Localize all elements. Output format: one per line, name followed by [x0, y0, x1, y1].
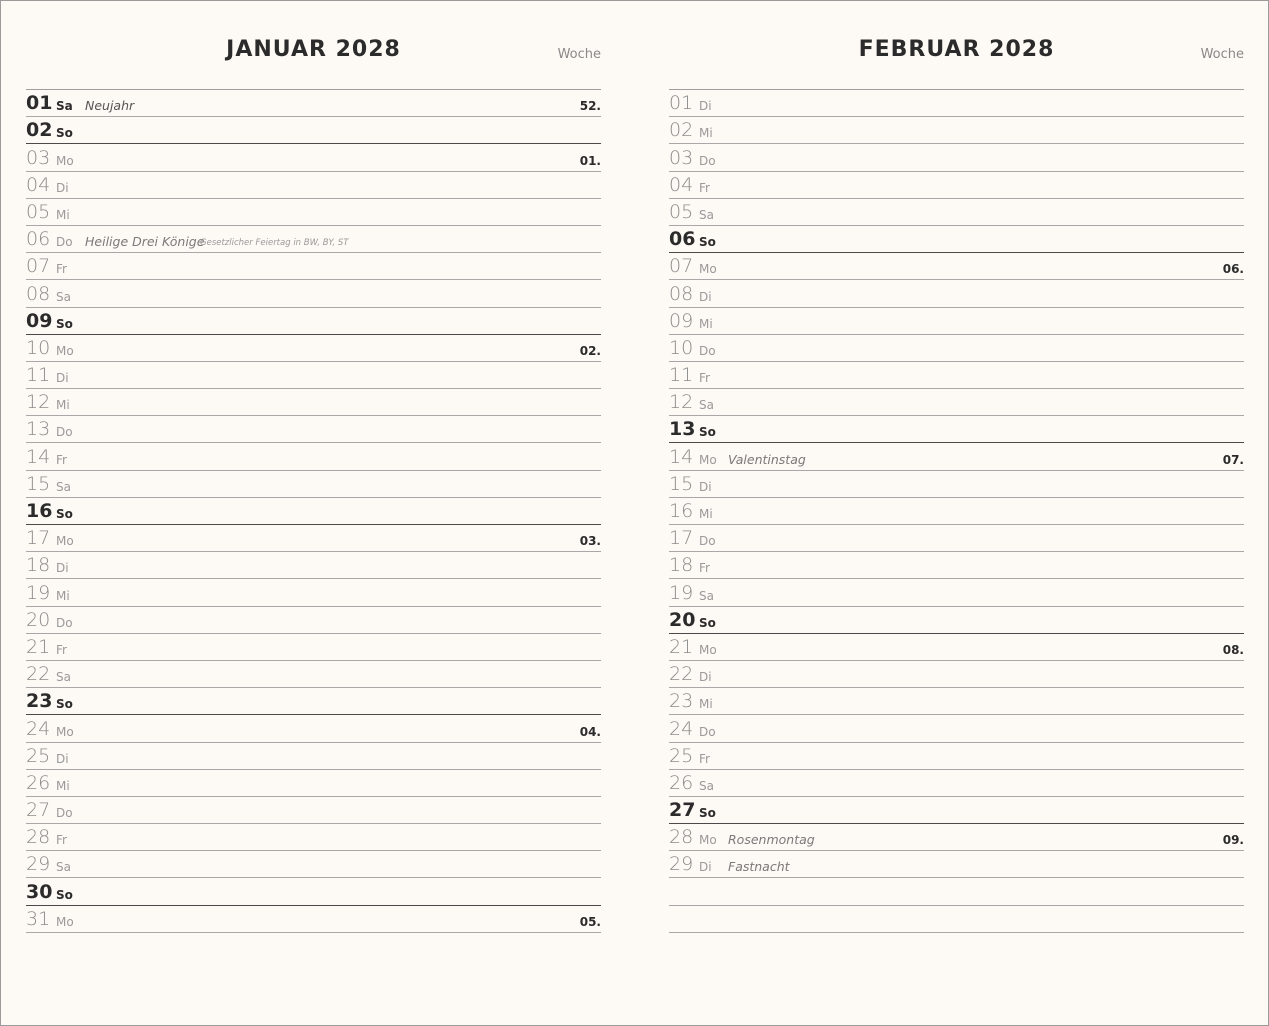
day-row: [669, 770, 1244, 797]
day-row: [26, 172, 601, 199]
day-number: 20: [669, 608, 696, 631]
day-row: [669, 607, 1244, 634]
weekday: Fr: [699, 180, 710, 195]
day-number: 30: [26, 880, 53, 903]
holiday-note: Gesetzlicher Feiertag in BW, BY, ST: [200, 238, 349, 249]
weekday: Sa: [699, 398, 714, 413]
weekday: Fr: [56, 833, 67, 848]
day-row: [26, 416, 601, 443]
weekday: Fr: [56, 262, 67, 277]
day-number: 17: [26, 527, 51, 550]
weekday: Di: [699, 289, 712, 304]
day-row: [669, 416, 1244, 443]
day-number: 18: [669, 554, 694, 577]
day-row: [26, 607, 601, 634]
day-number: 04: [669, 173, 694, 196]
day-row: [669, 280, 1244, 307]
day-row: [26, 634, 601, 661]
day-row: [26, 253, 601, 280]
weekday: Do: [56, 806, 73, 821]
day-number: 02: [26, 119, 53, 142]
weekday: Sa: [56, 289, 71, 304]
weekday: Sa: [56, 860, 71, 875]
weekday: So: [56, 126, 73, 141]
weekday: Mi: [56, 398, 70, 413]
day-number: 13: [669, 418, 696, 441]
weekday: Di: [699, 670, 712, 685]
day-row: [26, 661, 601, 688]
week-number: 08.: [1222, 642, 1244, 657]
day-number: 03: [26, 146, 51, 169]
day-row: [26, 144, 601, 171]
day-row: [26, 471, 601, 498]
day-row: [26, 579, 601, 606]
day-number: 13: [26, 418, 51, 441]
day-number: 07: [669, 255, 694, 278]
day-row: [669, 144, 1244, 171]
weekday: So: [699, 615, 716, 630]
day-row: [26, 389, 601, 416]
day-number: 18: [26, 554, 51, 577]
day-row: [669, 226, 1244, 253]
day-row: [26, 226, 601, 253]
week-number: 03.: [579, 534, 601, 549]
weekday: Di: [56, 180, 69, 195]
day-number: 03: [669, 146, 694, 169]
weekday: Do: [699, 343, 716, 358]
weekday: Mi: [699, 126, 713, 141]
day-number: 04: [26, 173, 51, 196]
day-number: 22: [669, 663, 694, 686]
day-row: [26, 552, 601, 579]
day-number: 09: [669, 309, 694, 332]
day-row: [26, 688, 601, 715]
holiday-name: Neujahr: [85, 98, 135, 114]
day-number: 16: [26, 500, 53, 522]
day-row: [669, 878, 1244, 905]
day-number: 05: [669, 200, 694, 223]
weekday: Mo: [699, 452, 717, 467]
weekday: Mi: [56, 588, 70, 603]
month-february: [669, 1, 1244, 1001]
day-row: [26, 90, 601, 117]
day-number: 15: [26, 472, 51, 495]
week-number: 01.: [579, 153, 601, 168]
weekday: So: [699, 425, 716, 440]
weekday: Mo: [699, 642, 717, 657]
day-row: [26, 878, 601, 905]
day-row: [669, 824, 1244, 851]
day-number: 25: [669, 744, 694, 767]
weekday: Fr: [699, 561, 710, 576]
day-number: 26: [669, 771, 694, 794]
day-row: [26, 525, 601, 552]
day-number: 25: [26, 744, 51, 767]
day-row: [669, 471, 1244, 498]
weekday: Mi: [699, 316, 713, 331]
weekday: Mi: [56, 778, 70, 793]
week-number: 04.: [579, 724, 601, 739]
day-row: [669, 851, 1244, 878]
weekday: Mi: [699, 697, 713, 712]
day-number: 29: [669, 853, 694, 876]
day-number: 14: [669, 445, 694, 468]
day-number: 21: [669, 635, 694, 658]
day-number: 26: [26, 771, 51, 794]
weekday: So: [56, 887, 73, 902]
weekday: Mo: [56, 724, 74, 739]
weekday: Sa: [699, 588, 714, 603]
day-number: 28: [26, 826, 51, 849]
day-row: [669, 661, 1244, 688]
day-row: [669, 117, 1244, 144]
weekday: So: [56, 316, 73, 331]
day-row: [26, 335, 601, 362]
day-row: [26, 770, 601, 797]
day-row: [26, 443, 601, 470]
day-number: 27: [669, 799, 696, 822]
weekday: Fr: [56, 452, 67, 467]
week-number: 52.: [579, 99, 601, 114]
day-number: 11: [26, 364, 51, 387]
day-number: 11: [669, 364, 694, 387]
day-row: [26, 743, 601, 770]
weekday: Di: [699, 479, 712, 494]
week-number: 02.: [579, 343, 601, 358]
week-column-header: Woche: [1200, 47, 1244, 62]
day-row: [669, 498, 1244, 525]
holiday-name: Fastnacht: [728, 859, 790, 875]
day-row: [26, 824, 601, 851]
day-row: [669, 199, 1244, 226]
day-number: 08: [26, 282, 51, 305]
weekday: Di: [56, 751, 69, 766]
day-number: 01: [26, 92, 53, 115]
day-row: [669, 335, 1244, 362]
day-row: [669, 362, 1244, 389]
weekday: Mi: [56, 207, 70, 222]
day-number: 19: [26, 581, 51, 604]
weekday: So: [56, 697, 73, 712]
day-number: 08: [669, 282, 694, 305]
weekday: Fr: [699, 751, 710, 766]
weekday: Fr: [699, 371, 710, 386]
day-row: [669, 797, 1244, 824]
day-number: 12: [26, 391, 51, 414]
day-number: 22: [26, 663, 51, 686]
weekday: So: [699, 235, 716, 250]
day-row: [26, 715, 601, 742]
weekday: Mi: [699, 507, 713, 521]
day-row: [669, 634, 1244, 661]
weekday: Do: [56, 615, 73, 630]
day-row: [26, 117, 601, 144]
weekday: Di: [699, 860, 712, 875]
weekday: Mo: [699, 833, 717, 848]
day-number: 06: [669, 228, 696, 251]
weekday: Mo: [56, 153, 74, 168]
week-number: 07.: [1222, 452, 1244, 467]
weekday: Do: [56, 235, 73, 250]
day-number: 31: [26, 907, 51, 930]
week-column-header: Woche: [557, 47, 601, 62]
day-number: 21: [26, 635, 51, 658]
day-row: [669, 389, 1244, 416]
day-row: [669, 579, 1244, 606]
day-number: 19: [669, 581, 694, 604]
day-number: 16: [669, 500, 694, 522]
day-row: [26, 308, 601, 335]
day-number: 12: [669, 391, 694, 414]
weekday: Sa: [56, 670, 71, 685]
day-number: 24: [669, 717, 694, 740]
week-number: 09.: [1222, 833, 1244, 848]
day-number: 15: [669, 472, 694, 495]
day-row: [669, 172, 1244, 199]
day-row: [26, 199, 601, 226]
day-number: 29: [26, 853, 51, 876]
day-rows: [26, 89, 601, 933]
day-row: [669, 308, 1244, 335]
day-rows: [669, 89, 1244, 933]
day-row: [669, 443, 1244, 470]
week-number: 05.: [579, 914, 601, 929]
month-title: FEBRUAR 2028: [858, 37, 1055, 62]
weekday: Sa: [56, 479, 71, 494]
weekday: Mo: [56, 534, 74, 549]
day-row: [26, 280, 601, 307]
weekday: Fr: [56, 642, 67, 657]
weekday: Mo: [56, 914, 74, 929]
weekday: Mo: [56, 343, 74, 358]
day-number: 27: [26, 799, 51, 822]
day-row: [669, 552, 1244, 579]
month-title: JANUAR 2028: [226, 37, 401, 62]
day-row: [669, 90, 1244, 117]
day-row: [669, 715, 1244, 742]
day-number: 17: [669, 527, 694, 550]
day-number: 02: [669, 119, 694, 142]
day-number: 07: [26, 255, 51, 278]
weekday: Do: [699, 724, 716, 739]
day-number: 28: [669, 826, 694, 849]
day-number: 10: [26, 336, 51, 359]
weekday: Di: [56, 371, 69, 386]
day-row: [669, 743, 1244, 770]
day-number: 23: [669, 690, 694, 713]
day-number: 09: [26, 309, 53, 332]
weekday: Di: [699, 99, 712, 114]
weekday: Mo: [699, 262, 717, 277]
weekday: Do: [699, 534, 716, 549]
week-number: 06.: [1222, 262, 1244, 277]
weekday: Di: [56, 561, 69, 576]
day-number: 24: [26, 717, 51, 740]
day-row: [26, 906, 601, 933]
weekday: So: [56, 507, 73, 521]
day-row: [669, 688, 1244, 715]
day-number: 23: [26, 690, 53, 713]
weekday: Do: [699, 153, 716, 168]
weekday: Sa: [699, 778, 714, 793]
day-row: [26, 498, 601, 525]
holiday-name: Heilige Drei Könige: [85, 234, 205, 250]
day-number: 10: [669, 336, 694, 359]
weekday: Sa: [56, 99, 73, 114]
day-number: 06: [26, 228, 51, 251]
day-number: 20: [26, 608, 51, 631]
day-number: 14: [26, 445, 51, 468]
weekday: So: [699, 806, 716, 821]
holiday-name: Rosenmontag: [728, 832, 815, 848]
day-row: [26, 362, 601, 389]
day-number: 05: [26, 200, 51, 223]
holiday-name: Valentinstag: [728, 451, 806, 467]
month-january: [26, 1, 601, 1001]
weekday: Do: [56, 425, 73, 440]
weekday: Sa: [699, 207, 714, 222]
day-row: [26, 797, 601, 824]
day-row: [669, 253, 1244, 280]
day-row: [669, 525, 1244, 552]
day-number: 01: [669, 92, 694, 115]
day-row: [26, 851, 601, 878]
day-row: [669, 906, 1244, 933]
